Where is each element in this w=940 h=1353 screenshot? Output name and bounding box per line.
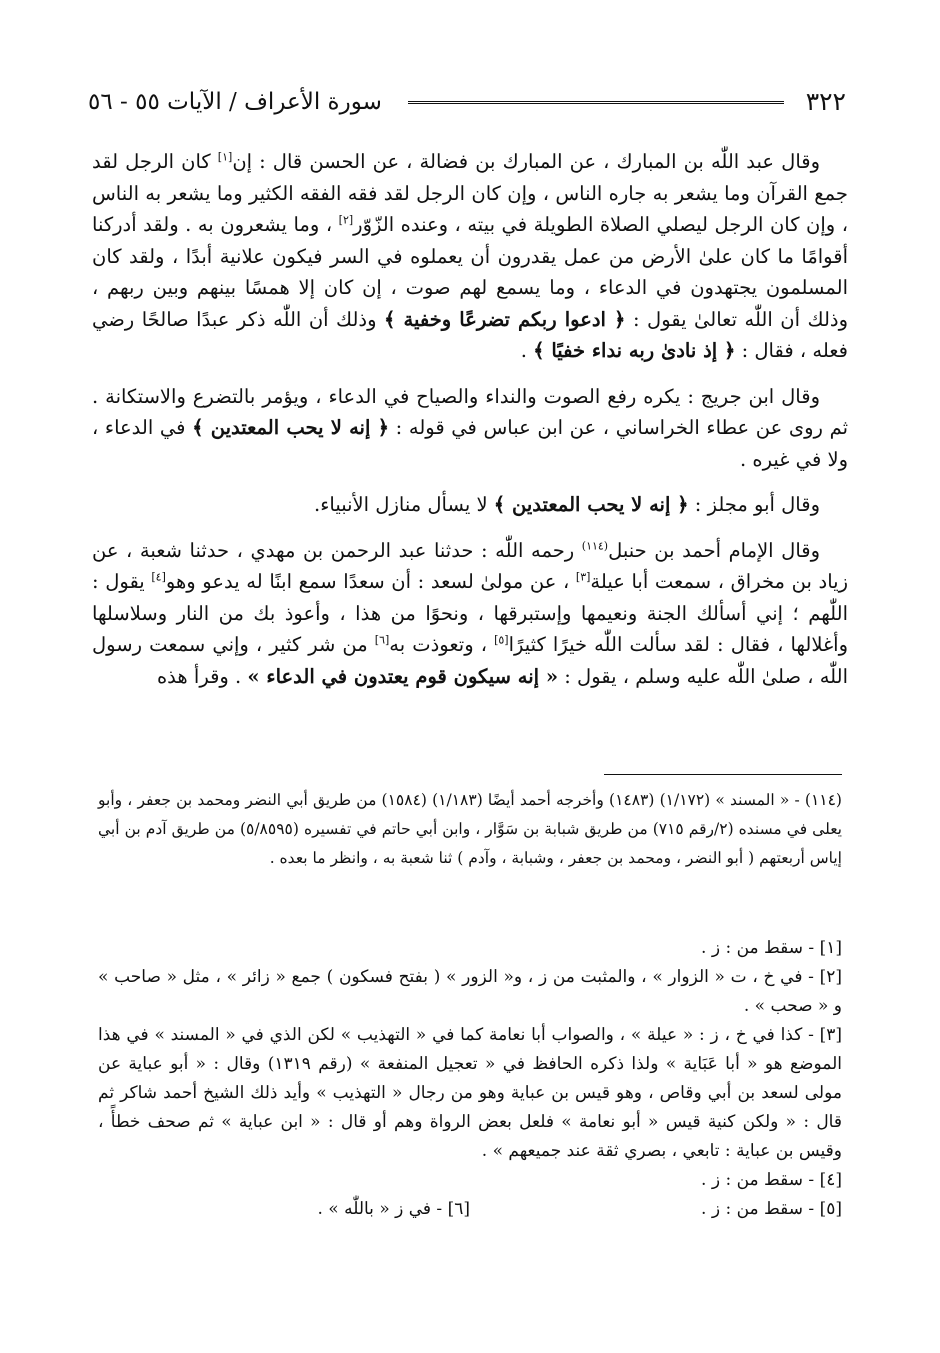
note-5: [٥] - سقط من : ز . — [701, 1199, 842, 1219]
note-4: [٤] - سقط من : ز . — [701, 1170, 842, 1190]
footnote-marker: [١] — [217, 150, 233, 164]
text-run: في الدعاء ، ولا في غيره . — [92, 416, 848, 471]
paragraph — [92, 146, 848, 367]
footnote-marker: [٦] — [374, 633, 390, 647]
quotation: ﴿ إنه لا يحب المعتدين ﴾ — [192, 416, 390, 439]
paragraph — [92, 489, 848, 521]
running-header — [88, 82, 846, 122]
text-run: وذلك أن اللّٰه ذكر عبدًا صالحًا رضي فعله ، فقال : — [92, 307, 848, 362]
text-run: كان الرجل لقد جمع القرآن وما يشعر به جاره الناس ، وإن كان الرجل لقد فقه الفقه الكثير وما يشعر به الناس ، وإن كان الرجل ليصلي الصلاة الطويلة في بيته ، وعنده الزّوّر — [92, 150, 848, 236]
footnote-marker: [٤] — [151, 570, 166, 584]
paragraph — [92, 535, 848, 693]
header-rule — [408, 101, 784, 104]
footnote-marker: (١١٤) — [581, 539, 609, 552]
quotation: ﴿ ادعوا ربكم تضرعًا وخفية ﴾ — [384, 307, 626, 331]
text-run: وقال الإمام أحمد بن حنبل — [608, 538, 821, 562]
text-run: ، وما يشعرون به . ولقد أدركنا أقوامًا ما كان علىٰ الأرض من عمل يقدرون أن يعملوه في السر فيكون علانية أبدًا ، ولقد كان المسلمون يجتهدون في الدعاء ، وما يسمع لهم صوت ، إن كان إلا همسًا بينهم وبين ربهم ، وذلك أن اللّٰه تعالىٰ يقول : — [92, 213, 848, 331]
text-run: . وقرأ هذه — [156, 664, 248, 688]
text-run: من شر كثير ، وإني سمعت رسول اللّٰه ، صلىٰ اللّٰه عليه وسلم ، يقول : — [92, 633, 848, 688]
footnote-marker: [٥] — [494, 633, 509, 647]
apparatus-notes — [98, 934, 842, 1224]
note-6: [٦] - في ز « باللّٰه » . — [317, 1199, 470, 1219]
note-3: [٣] - كذا في خ ، ز : « عيلة » ، والصواب أبا نعامة كما في « التهذيب » لكن الذي في « المسند » في هذا الموضع هو « أبا عَبَاية » ولذا ذكره الحافظ في « تعجيل المنفعة » (رقم ١٣١٩) وقال : « أبو عباية عن مولى لسعد بن أبي وقاص ، وهو قيس بن عباية وهو من رجال « التهذيب » وأيد ذلك الشيخ أحمد شاكر ثم قال : « ولكن كنية قيس « أبو نعامة » فلعل بعض الرواة وهم أو قال : « ابن عباية » ثم صحف خطأً ، وقيس بن عباية : تابعي ، بصري ثقة عند جميعهم » . — [98, 1025, 842, 1161]
quotation: ﴿ إنه لا يحب المعتدين ﴾ — [493, 493, 689, 516]
text-run: وقال عبد اللّٰه بن المبارك ، عن المبارك بن فضالة ، عن الحسن قال : إن — [232, 150, 820, 173]
page-number: ٣٢٢ — [805, 87, 846, 116]
text-run: ، عن مولىٰ لسعد : أن سعدًا سمع ابنًا له يدعو وهو — [165, 570, 576, 593]
text-run: يقول : اللّٰهم ؛ إني أسألك الجنة ونعيمها وإستبرقها ، ونحوًا من هذا ، وأعوذ بك من النار وسلاسلها وأغلالها ، فقال : لقد سألت اللّٰه خيرًا كثيرًا — [92, 570, 848, 656]
footnote-marker: [٢] — [338, 213, 354, 227]
footnote-separator — [604, 774, 842, 775]
text-run: . — [520, 339, 534, 362]
header-title: سورة الأعراف / الآيات ٥٥ - ٥٦ — [88, 89, 382, 115]
quotation: « إنه سيكون قوم يعتدون في الدعاء » — [247, 664, 559, 688]
text-run: ، وتعوذت به — [389, 633, 495, 656]
text-run: وقال ابن جريج : يكره رفع الصوت والنداء والصياح في الدعاء ، ويؤمر بالتضرع والاستكانة . ثم روى عن عطاء الخراساني ، عن ابن عباس في قوله : — [92, 384, 849, 439]
footnote-marker: [٣] — [575, 570, 591, 584]
text-run: وقال أبو مجلز : — [688, 493, 820, 516]
note-2: [٢] - في خ ، ت « الزوار » ، والمثبت من ز ، و« الزور » ( بفتح فسكون ) جمع « زائر » ، مثل « صاحب » و « صحب » . — [98, 967, 842, 1016]
quotation: ﴿ إذ نادىٰ ربه نداء خفيًا ﴾ — [533, 339, 736, 362]
text-run: رحمه اللّٰه : حدثنا عبد الرحمن بن مهدي ، حدثنا شعبة ، عن زياد بن مخراق ، سمعت أبا عيلة — [92, 538, 848, 593]
note-row — [98, 1195, 842, 1224]
footnote-114: (١١٤) - « المسند » (١/١٧٢) (١٤٨٣) وأخرجه أحمد أيضًا (١/١٨٣) (١٥٨٤) من طريق أبي النضر ومحمد بن جعفر ، وأبو يعلى في مسنده (٢/رقم ٧١٥) من طريق شبابة بن سَوَّار ، وابن أبي حاتم في تفسيره (٥/٨٥٩٥) من طريق آدم بن أبي إياس أربعتهم ( أبو النضر ، ومحمد بن جعفر ، وشبابة ، وآدم ) ثنا شعبة به ، وانظر ما بعده . — [98, 791, 842, 867]
main-text — [92, 146, 848, 692]
text-run: لا يسأل منازل الأنبياء. — [314, 493, 494, 516]
paragraph — [92, 381, 848, 476]
note-1: [١] - سقط من : ز . — [701, 938, 842, 958]
